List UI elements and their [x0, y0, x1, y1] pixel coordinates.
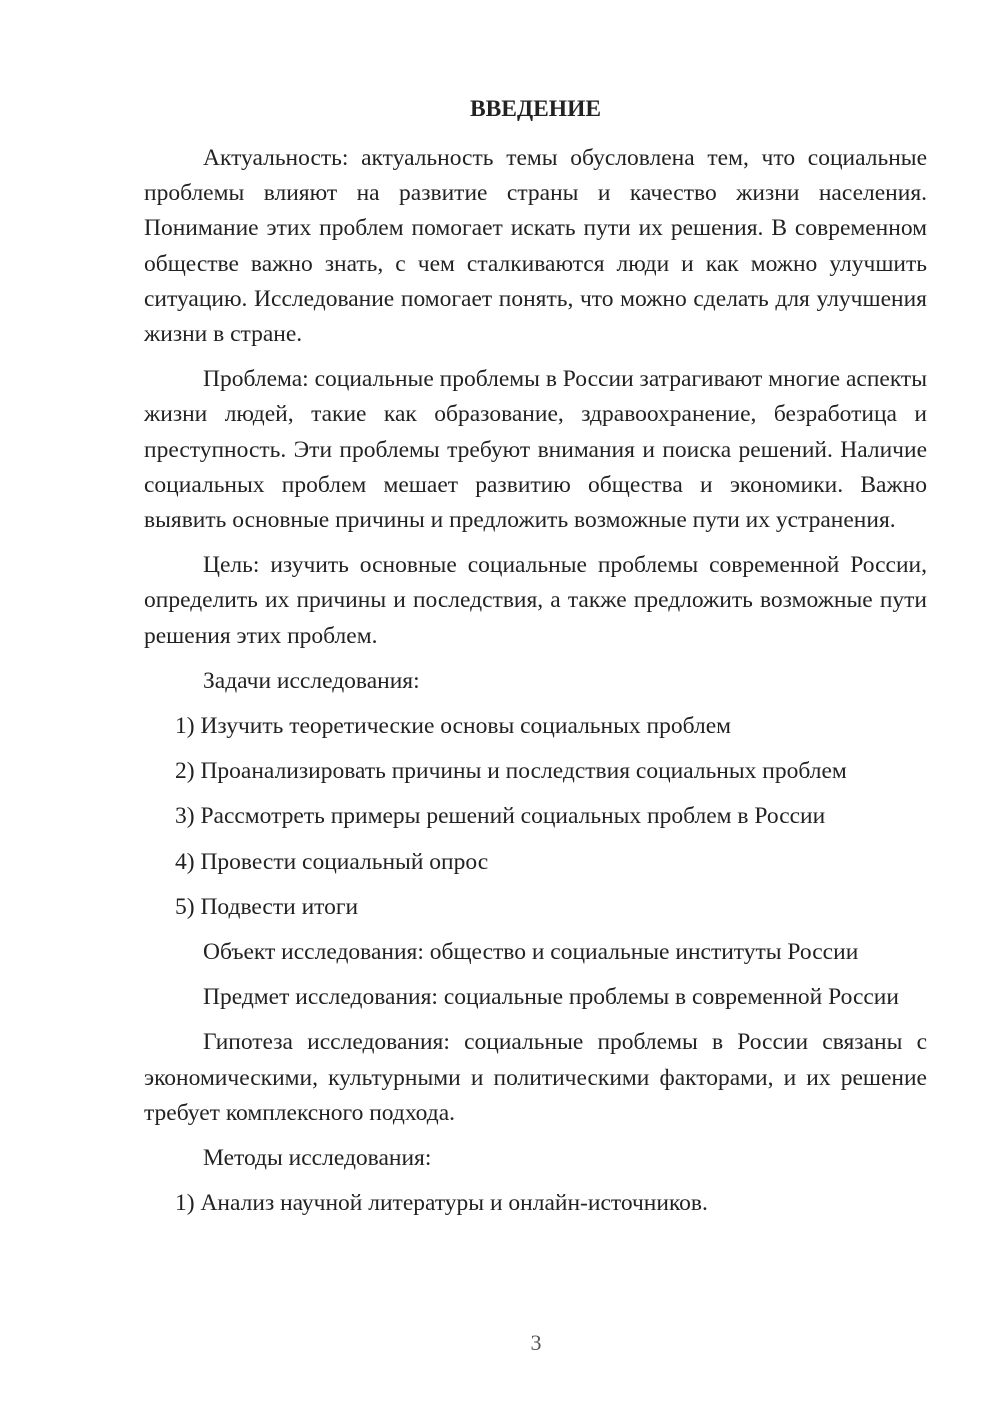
hypothesis-paragraph: Гипотеза исследования: социальные проблемы в России связаны с экономическими, культурными и политическими факторами, и их решение требует комплексного подхода.	[144, 1029, 927, 1126]
methods-heading: Методы исследования:	[203, 1145, 432, 1172]
task-item: 2) Проанализировать причины и последствия социальных проблем	[175, 758, 847, 785]
tasks-heading: Задачи исследования:	[203, 667, 420, 694]
task-item: 4) Провести социальный опрос	[175, 848, 489, 875]
subject-paragraph: Предмет исследования: социальные проблемы в современной России	[203, 984, 899, 1011]
problem-paragraph: Проблема: социальные проблемы в России затрагивают многие аспекты жизни людей, такие как образование, здравоохранение, безработица и преступность. Эти проблемы требуют внимания и поиска решений. Наличие социальных проблем мешает развитию общества и экономики. Важно выявить основные причины и предложить возможные пути их устранения.	[144, 366, 927, 534]
relevance-paragraph: Актуальность: актуальность темы обусловлена тем, что социальные проблемы влияют на развитие страны и качество жизни населения. Понимание этих проблем помогает искать пути их решения. В современном обществе важно знать, с чем сталкиваются люди и как можно улучшить ситуацию. Исследование помогает понять, что можно сделать для улучшения жизни в стране.	[144, 145, 927, 348]
document-body	[144, 92, 927, 1231]
page-number: 3	[530, 1330, 542, 1355]
task-item: 1) Изучить теоретические основы социальных проблем	[175, 713, 731, 740]
goal-paragraph: Цель: изучить основные социальные проблемы современной России, определить их причины и последствия, а также предложить возможные пути решения этих проблем.	[144, 552, 927, 649]
method-item: 1) Анализ научной литературы и онлайн-источников.	[175, 1190, 708, 1217]
task-item: 5) Подвести итоги	[175, 893, 359, 920]
object-line: Объект исследования: общество и социальные институты России	[203, 939, 859, 966]
section-title: ВВЕДЕНИЕ	[469, 96, 602, 122]
task-item: 3) Рассмотреть примеры решений социальных проблем в России	[175, 803, 826, 830]
